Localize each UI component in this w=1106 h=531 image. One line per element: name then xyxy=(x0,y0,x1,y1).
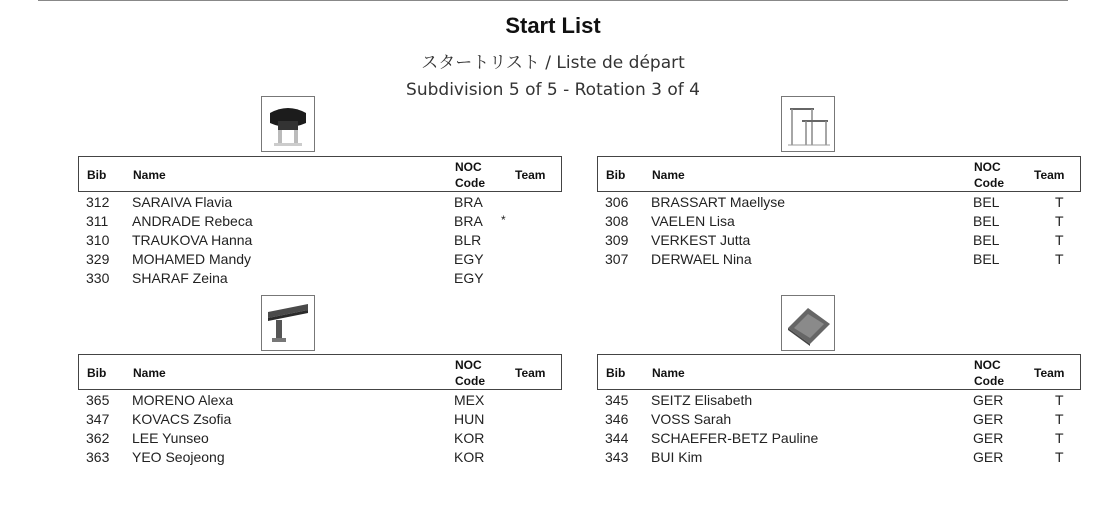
bib: 365 xyxy=(86,392,110,408)
noc-code: HUN xyxy=(454,411,485,427)
team-flag: T xyxy=(1055,251,1064,267)
table-row xyxy=(597,250,1081,269)
col-noc-line2: Code xyxy=(455,374,485,388)
col-team: Team xyxy=(1034,366,1065,380)
athlete-name: YEO Seojeong xyxy=(132,449,225,465)
noc-code: GER xyxy=(973,449,1004,465)
table-row xyxy=(78,193,562,212)
team-flag: T xyxy=(1055,232,1064,248)
col-noc-line2: Code xyxy=(455,176,485,190)
bib: 309 xyxy=(605,232,629,248)
athlete-name: VERKEST Jutta xyxy=(651,232,751,248)
col-bib: Bib xyxy=(87,366,107,380)
table-row xyxy=(78,410,562,429)
noc-code: BEL xyxy=(973,232,1000,248)
noc-code: BEL xyxy=(973,194,1000,210)
note-mark: * xyxy=(501,213,506,227)
athlete-name: KOVACS Zsofia xyxy=(132,411,232,427)
col-team: Team xyxy=(515,168,546,182)
noc-code: KOR xyxy=(454,449,485,465)
team-flag: T xyxy=(1055,213,1064,229)
table-header xyxy=(78,156,562,192)
table-row xyxy=(597,410,1081,429)
subdivision-label: Subdivision 5 of 5 - Rotation 3 of 4 xyxy=(406,80,700,100)
athlete-name: LEE Yunseo xyxy=(132,430,209,446)
team-flag: T xyxy=(1055,449,1064,465)
athlete-name: ANDRADE Rebeca xyxy=(132,213,253,229)
athlete-name: DERWAEL Nina xyxy=(651,251,752,267)
bib: 312 xyxy=(86,194,110,210)
page-subtitle: スタートリスト / Liste de départ xyxy=(421,53,685,73)
start-group-floor-exercise xyxy=(597,354,1081,467)
athlete-name: VOSS Sarah xyxy=(651,411,732,427)
table-row xyxy=(597,212,1081,231)
col-team: Team xyxy=(515,366,546,380)
col-name: Name xyxy=(652,366,685,380)
table-row xyxy=(597,429,1081,448)
table-row xyxy=(78,269,562,288)
table-row xyxy=(597,391,1081,410)
col-noc xyxy=(974,357,1004,389)
noc-code: BRA xyxy=(454,194,483,210)
team-flag: T xyxy=(1055,430,1064,446)
table-row xyxy=(597,448,1081,467)
athlete-name: MOHAMED Mandy xyxy=(132,251,252,267)
bib: 343 xyxy=(605,449,629,465)
athlete-name: SARAIVA Flavia xyxy=(132,194,233,210)
bib: 363 xyxy=(86,449,110,465)
athlete-name: BRASSART Maellyse xyxy=(651,194,786,210)
team-flag: T xyxy=(1055,194,1064,210)
bib: 307 xyxy=(605,251,629,267)
bib: 308 xyxy=(605,213,629,229)
bib: 311 xyxy=(86,213,109,229)
col-name: Name xyxy=(133,366,166,380)
noc-code: GER xyxy=(973,411,1004,427)
table-row xyxy=(78,391,562,410)
noc-code: BLR xyxy=(454,232,482,248)
table-row xyxy=(78,429,562,448)
top-rule xyxy=(38,0,1068,1)
noc-code: EGY xyxy=(454,251,484,267)
athlete-name: BUI Kim xyxy=(651,449,703,465)
page-title: Start List xyxy=(505,13,601,38)
col-noc-line1: NOC xyxy=(455,358,482,372)
col-noc-line2: Code xyxy=(974,176,1004,190)
noc-code: MEX xyxy=(454,392,485,408)
table-header xyxy=(78,354,562,390)
athlete-name: VAELEN Lisa xyxy=(651,213,735,229)
bib: 306 xyxy=(605,194,629,210)
col-noc-line1: NOC xyxy=(974,160,1001,174)
col-noc-line1: NOC xyxy=(974,358,1001,372)
noc-code: KOR xyxy=(454,430,485,446)
noc-code: GER xyxy=(973,392,1004,408)
start-group-uneven-bars xyxy=(597,156,1081,269)
col-noc xyxy=(455,357,485,389)
bib: 345 xyxy=(605,392,629,408)
col-noc-line2: Code xyxy=(974,374,1004,388)
table-row xyxy=(597,193,1081,212)
balance-beam-icon xyxy=(261,295,315,351)
noc-code: BEL xyxy=(973,251,1000,267)
col-noc-line1: NOC xyxy=(455,160,482,174)
bib: 330 xyxy=(86,270,110,286)
athlete-name: MORENO Alexa xyxy=(132,392,234,408)
table-header xyxy=(597,156,1081,192)
col-bib: Bib xyxy=(606,168,626,182)
team-flag: T xyxy=(1055,411,1064,427)
noc-code: BEL xyxy=(973,213,1000,229)
col-noc xyxy=(455,159,485,191)
col-name: Name xyxy=(652,168,685,182)
bib: 344 xyxy=(605,430,629,446)
uneven-bars-icon xyxy=(781,96,835,152)
pommel-horse-icon xyxy=(261,96,315,152)
noc-code: GER xyxy=(973,430,1004,446)
table-row xyxy=(78,250,562,269)
bib: 362 xyxy=(86,430,110,446)
athlete-name: SCHAEFER-BETZ Pauline xyxy=(651,430,819,446)
team-flag: T xyxy=(1055,392,1064,408)
athlete-name: SHARAF Zeina xyxy=(132,270,228,286)
col-name: Name xyxy=(133,168,166,182)
noc-code: BRA xyxy=(454,213,483,229)
table-row xyxy=(78,212,562,231)
floor-exercise-icon xyxy=(781,295,835,351)
table-row xyxy=(78,231,562,250)
table-row xyxy=(78,448,562,467)
athlete-name: TRAUKOVA Hanna xyxy=(132,232,253,248)
bib: 310 xyxy=(86,232,110,248)
col-bib: Bib xyxy=(87,168,107,182)
start-group-pommel-horse xyxy=(78,156,562,288)
table-header xyxy=(597,354,1081,390)
bib: 346 xyxy=(605,411,629,427)
table-row xyxy=(597,231,1081,250)
noc-code: EGY xyxy=(454,270,484,286)
col-bib: Bib xyxy=(606,366,626,380)
bib: 329 xyxy=(86,251,110,267)
athlete-name: SEITZ Elisabeth xyxy=(651,392,753,408)
start-group-balance-beam xyxy=(78,354,562,467)
bib: 347 xyxy=(86,411,110,427)
col-noc xyxy=(974,159,1004,191)
col-team: Team xyxy=(1034,168,1065,182)
